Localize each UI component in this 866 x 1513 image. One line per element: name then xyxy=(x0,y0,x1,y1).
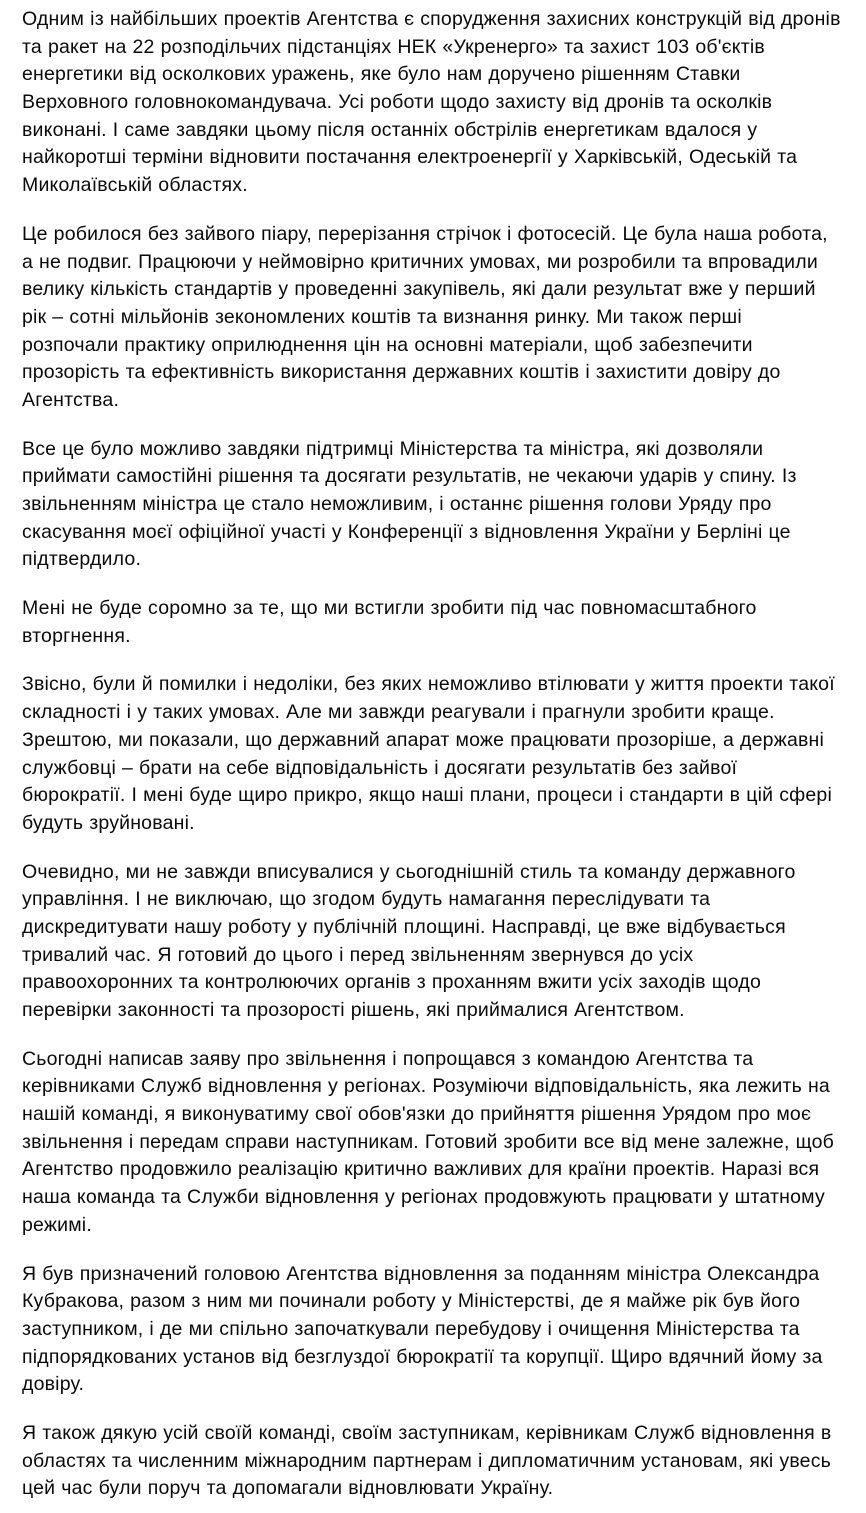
paragraph: Звісно, були й помилки і недоліки, без яких неможливо втілювати у життя проекти такої складності і у таких умовах. Але ми завжди реагували і прагнули зробити краще. Зрештою, ми показали, що державний апарат може працювати прозоріше, а державні службовці – брати на себе відповідальність і досягати результатів без зайвої бюрократії. І мені буде щиро прикро, якщо наші плани, процеси і стандарти в цій сфері будуть зруйновані. xyxy=(22,673,835,834)
paragraph: Очевидно, ми не завжди вписувалися у сьогоднішній стиль та команду державного управління. І не виключаю, що згодом будуть намагання переслідувати та дискредитувати нашу роботу у публічній площині. Насправді, це вже відбувається тривалий час. Я готовий до цього і перед звільненням звернувся до усіх правоохоронних та контролюючих органів з проханням вжити усіх заходів щодо перевірки законності та прозорості рішень, які приймалися Агентством. xyxy=(22,860,796,1021)
paragraph: Одним із найбільших проектів Агентства є спорудження захисних конструкцій від дронів та ракет на 22 розподільчих підстанціях НЕК «Укренерго» та захист 103 об'єктів енергетики від осколкових уражень, яке було нам доручено рішенням Ставки Верховного головнокомандувача. Усі роботи щодо захисту від дронів та осколків виконані. І саме завдяки цьому після останніх обстрілів енергетикам вдалося у найкоротші терміни відновити постачання електроенергії у Харківській, Одеській та Миколаївській областях. xyxy=(22,8,841,197)
paragraph: Я також дякую усій своїй команді, своїм заступникам, керівникам Служб відновлення в областях та численним міжнародним партнерам і дипломатичним установам, які увесь цей час були поруч та допомагали відновлювати Україну. xyxy=(22,1421,832,1500)
paragraph: Це робилося без зайвого піару, перерізання стрічок і фотосесій. Це була наша робота, а не подвиг. Працюючи у неймовірно критичних умовах, ми розробили та впровадили велику кількість стандартів у проведенні закупівель, які дали результат вже у перший рік – сотні мільйонів зекономлених коштів та визнання ринку. Ми також перші розпочали практику оприлюднення цін на основні матеріали, щоб забезпечити прозорість та ефективність використання державних коштів і захистити довіру до Агентства. xyxy=(22,222,828,411)
paragraph: Мені не буде соромно за те, що ми встигли зробити під час повномасштабного вторгнення. xyxy=(22,597,757,647)
paragraph: Я був призначений головою Агентства відновлення за поданням міністра Олександра Кубракова, разом з ним ми починали роботу у Міністерстві, де я майже рік був його заступником, і де ми спільно започаткували перебудову і очищення Міністерства та підпорядкованих установ від безглуздої бюрократії та корупції. Щиро вдячний йому за довіру. xyxy=(22,1262,823,1396)
paragraph: Сьогодні написав заяву про звільнення і попрощався з командою Агентства та керівниками Служб відновлення у регіонах. Розуміючи відповідальність, яка лежить на нашій команді, я виконуватиму свої обов'язки до прийняття рішення Урядом про моє звільнення і передам справи наступникам. Готовий зробити все від мене залежне, щоб Агентство продовжило реалізацію критично важливих для країни проектів. Наразі вся наша команда та Служби відновлення у регіонах продовжують працювати у штатному режимі. xyxy=(22,1047,835,1236)
paragraph: Все це було можливо завдяки підтримці Міністерства та міністра, які дозволяли приймати самостійні рішення та досягати результатів, не чекаючи ударів у спину. Із звільненням міністра це стало неможливим, і останнє рішення голови Уряду про скасування моєї офіційної участі у Конференції з відновлення України у Берліні це підтвердило. xyxy=(22,437,797,571)
